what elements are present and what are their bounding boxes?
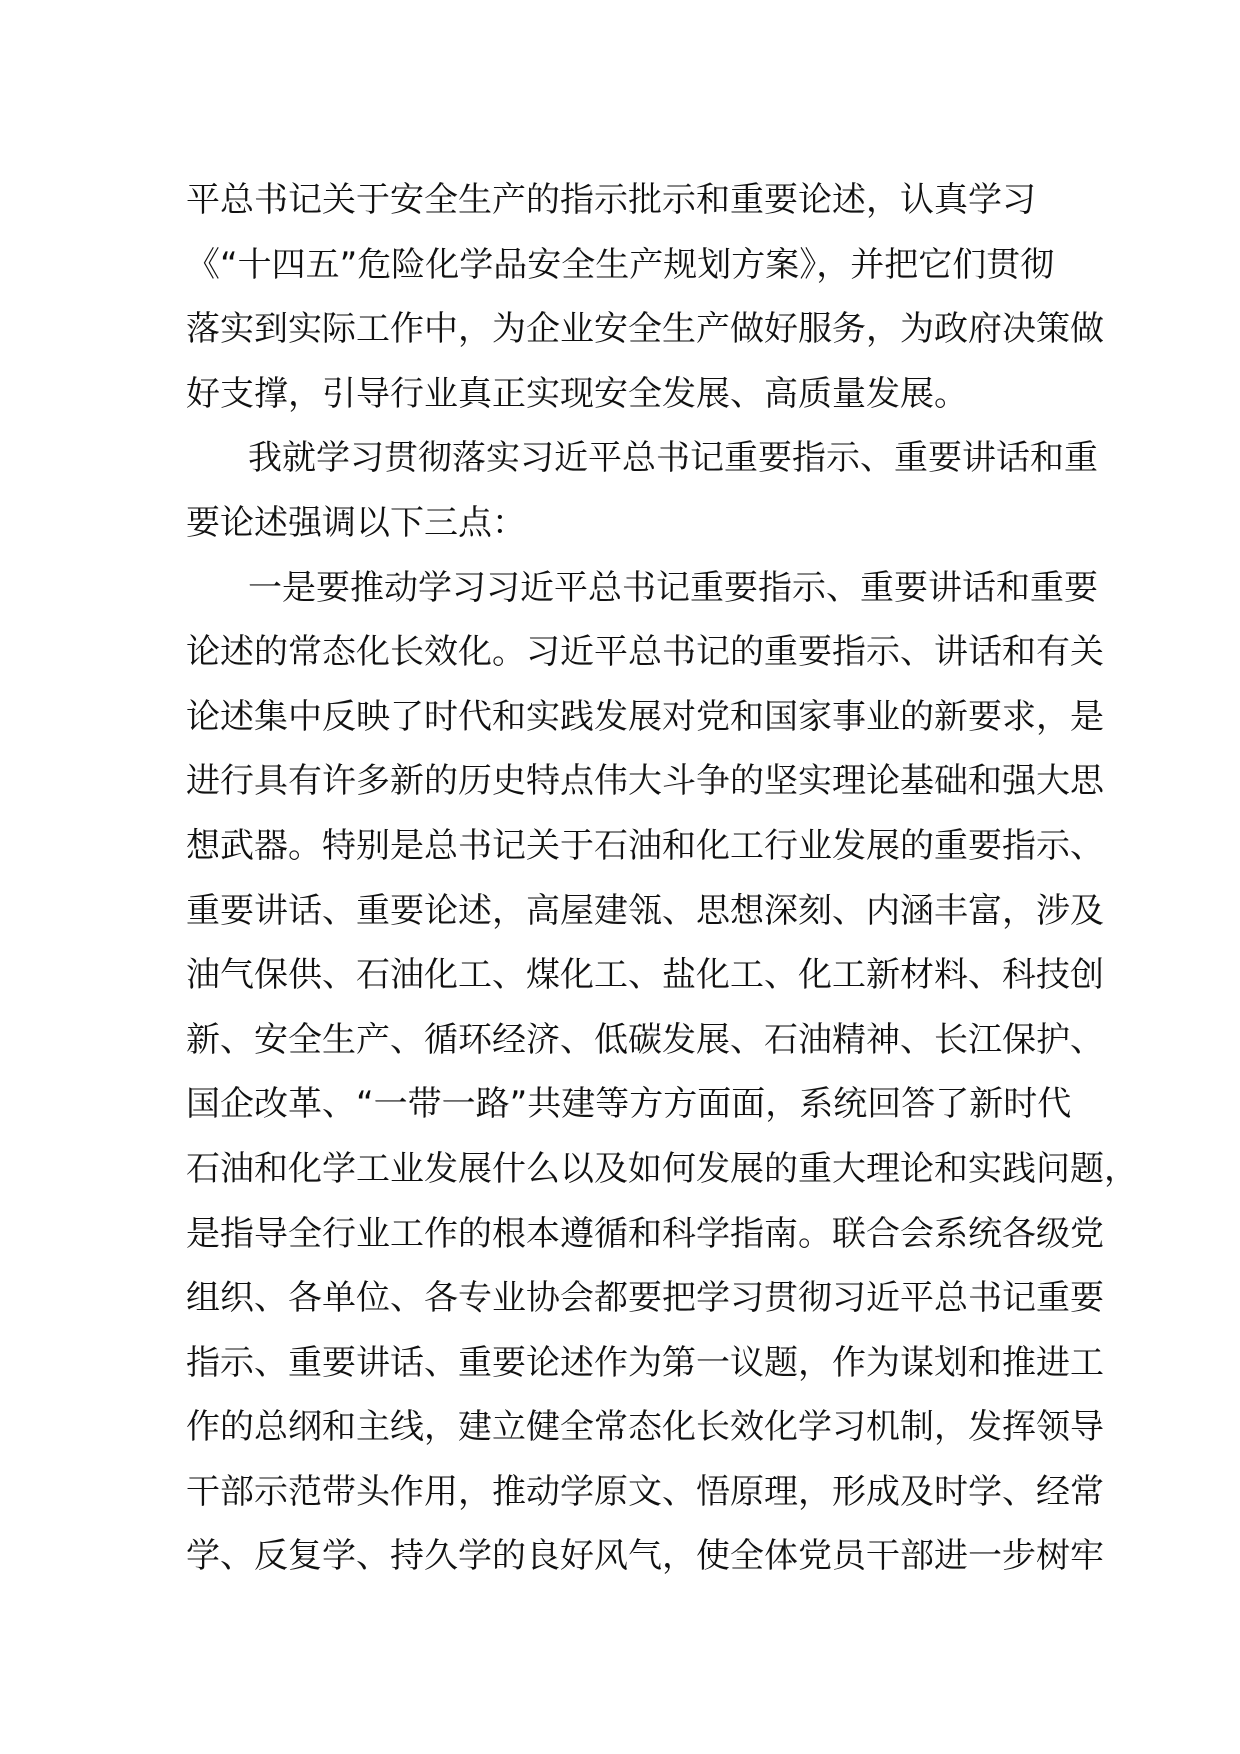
paragraph-3-line-10: 石油和化学工业发展什么以及如何发展的重大理论和实践问题，: [186, 1148, 1138, 1189]
paragraph-3-line-14: 作的总纲和主线，建立健全常态化长效化学习机制，发挥领导: [186, 1407, 1104, 1448]
paragraph-3-line-11: 是指导全行业工作的根本遵循和科学指南。联合会系统各级党: [186, 1213, 1104, 1254]
paragraph-3-line-3: 论述集中反映了时代和实践发展对党和国家事业的新要求，是: [186, 696, 1104, 737]
paragraph-1-line-4: 好支撑，引导行业真正实现安全发展、高质量发展。: [186, 373, 968, 414]
paragraph-1-line-2: 《“十四五”危险化学品安全生产规划方案》，并把它们贯彻: [186, 244, 1055, 285]
paragraph-1-line-3: 落实到实际工作中，为企业安全生产做好服务，为政府决策做: [186, 309, 1104, 350]
paragraph-1-line-1: 平总书记关于安全生产的指示批示和重要论述，认真学习: [186, 180, 1036, 220]
paragraph-2-line-2: 要论述强调以下三点：: [186, 502, 526, 543]
paragraph-3-line-1: 一是要推动学习习近平总书记重要指示、重要讲话和重要: [248, 567, 1098, 608]
paragraph-3-line-2: 论述的常态化长效化。习近平总书记的重要指示、讲话和有关: [186, 632, 1104, 673]
paragraph-3-line-12: 组织、各单位、各专业协会都要把学习贯彻习近平总书记重要: [186, 1278, 1104, 1319]
paragraph-3-line-13: 指示、重要讲话、重要论述作为第一议题，作为谋划和推进工: [186, 1342, 1104, 1383]
paragraph-3-line-8: 新、安全生产、循环经济、低碳发展、石油精神、长江保护、: [186, 1019, 1104, 1060]
paragraph-3-line-16: 学、反复学、持久学的良好风气，使全体党员干部进一步树牢: [186, 1536, 1104, 1577]
body-text: [186, 168, 1138, 1589]
paragraph-3-line-4: 进行具有许多新的历史特点伟大斗争的坚实理论基础和强大思: [186, 761, 1104, 802]
paragraph-3-line-5: 想武器。特别是总书记关于石油和化工行业发展的重要指示、: [186, 825, 1104, 866]
paragraph-3-line-6: 重要讲话、重要论述，高屋建瓴、思想深刻、内涵丰富，涉及: [186, 890, 1104, 931]
paragraph-3-line-15: 干部示范带头作用，推动学原文、悟原理，形成及时学、经常: [186, 1471, 1104, 1512]
paragraph-3-line-7: 油气保供、石油化工、煤化工、盐化工、化工新材料、科技创: [186, 955, 1104, 996]
paragraph-3-line-9: 国企改革、“一带一路”共建等方方面面，系统回答了新时代: [186, 1084, 1072, 1125]
paragraph-2-line-1: 我就学习贯彻落实习近平总书记重要指示、重要讲话和重: [248, 438, 1098, 479]
